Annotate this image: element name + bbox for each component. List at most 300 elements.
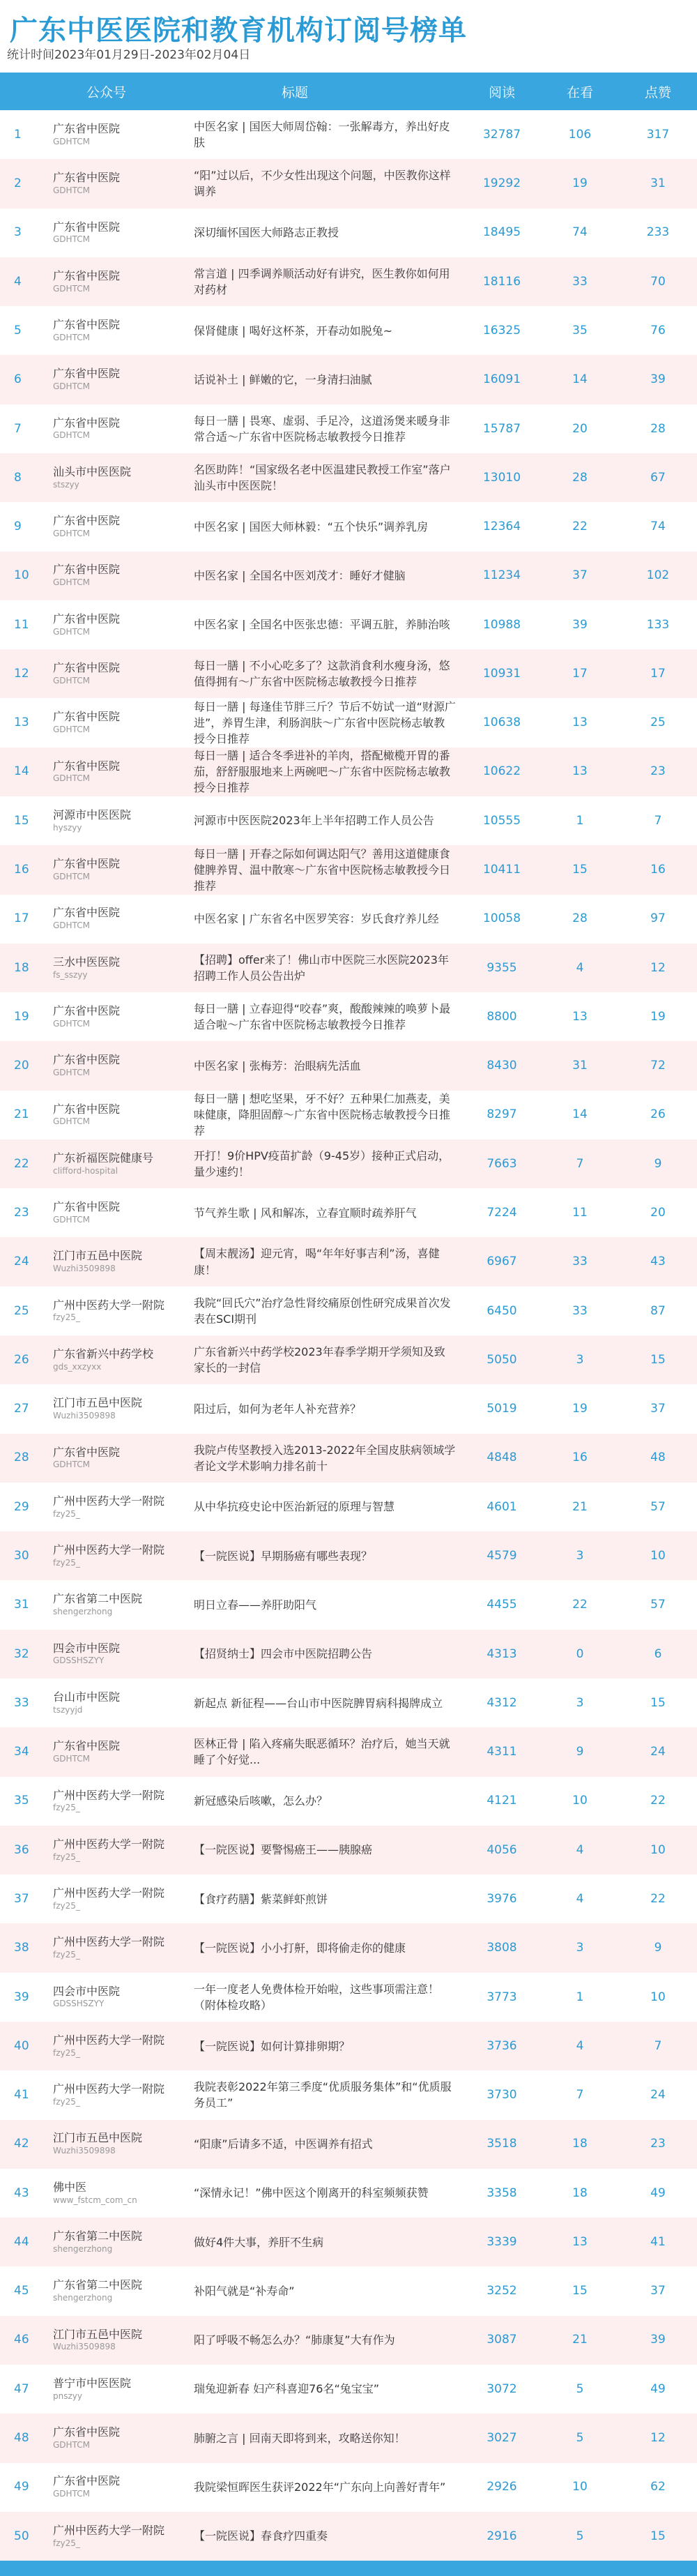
like-count: 97: [650, 911, 666, 926]
account-name: 广东省中医院: [53, 1445, 121, 1459]
article-title[interactable]: 每日一膳 | 想吃坚果，牙不好？五种果仁加燕麦，美味健康，降胆固醇～广东省中医院杨志敏教授今日推荐: [194, 1091, 451, 1138]
article-title[interactable]: 每日一膳 | 开春之际如何调达阳气？善用这道健康食健脾养胃、温中散寒～广东省中医院杨志敏教授今日推荐: [194, 847, 451, 893]
article-title[interactable]: 【周末靓汤】迎元宵，喝“年年好事吉利”汤，喜健康！: [194, 1247, 440, 1277]
table-row: [0, 649, 697, 698]
account-cell: [45, 1396, 191, 1421]
account-cell: [45, 955, 191, 980]
like-count: 57: [650, 1598, 666, 1612]
watch-count: 14: [572, 372, 588, 387]
watch-count: 3: [576, 1548, 584, 1563]
like-count: 72: [650, 1059, 666, 1073]
like-count: 22: [650, 1794, 666, 1808]
rank-number: 49: [14, 2480, 29, 2494]
read-count: 10058: [482, 911, 521, 926]
like-count: 10: [650, 1990, 666, 2004]
account-id: hyszyy: [53, 822, 82, 833]
article-title[interactable]: 常言道 | 四季调养顺活动好有讲究，医生教你如何用对药材: [194, 266, 450, 296]
rank-number: 14: [14, 764, 29, 779]
watch-count: 3: [576, 1352, 584, 1367]
table-row: [0, 2266, 697, 2315]
table-row: [0, 1531, 697, 1580]
article-title[interactable]: 肺腑之言 | 回南天即将到来，攻略送你知！: [194, 2431, 406, 2445]
account-name: 广东省中医院: [53, 2474, 121, 2488]
read-count: 4121: [487, 1794, 517, 1808]
article-title[interactable]: 中医名家 | 全国名中医张忠德：平调五脏，养肺治咳: [194, 618, 450, 632]
account-name: 普宁市中医医院: [53, 2376, 132, 2390]
account-name: 广东省中医院: [53, 710, 121, 724]
account-name: 广东省中医院: [53, 906, 121, 920]
account-name: 广东省中医院: [53, 1200, 121, 1214]
table-row: [0, 845, 697, 894]
rank-number: 15: [14, 813, 29, 828]
ranking-table: [0, 73, 697, 2561]
like-count: 12: [650, 2431, 666, 2446]
rank-number: 31: [14, 1598, 29, 1612]
article-title[interactable]: 广东省新兴中药学校2023年春季学期开学须知及致家长的一封信: [194, 1344, 445, 1375]
account-id: GDHTCM: [53, 577, 90, 588]
table-row: [0, 1041, 697, 1090]
read-count: 4311: [487, 1745, 517, 1759]
watch-count: 9: [576, 1745, 584, 1759]
rank-number: 18: [14, 960, 29, 975]
watch-count: 4: [576, 2038, 584, 2053]
watch-count: 10: [572, 2480, 588, 2494]
account-name: 广东省中医院: [53, 416, 121, 430]
account-id: GDHTCM: [53, 234, 90, 245]
account-cell: [45, 2181, 191, 2206]
account-name: 台山市中医院: [53, 1690, 121, 1704]
account-id: GDHTCM: [53, 773, 90, 784]
account-cell: [45, 2278, 191, 2303]
watch-count: 33: [572, 1303, 588, 1318]
like-count: 23: [650, 764, 666, 779]
like-count: 24: [650, 1745, 666, 1759]
watch-count: 13: [572, 2234, 588, 2249]
table-row: [0, 110, 697, 159]
account-cell: [45, 1838, 191, 1863]
read-count: 11234: [482, 568, 521, 583]
account-name: 广东省中医院: [53, 612, 121, 626]
like-count: 15: [650, 2529, 666, 2543]
read-count: 10622: [482, 764, 521, 779]
like-count: 12: [650, 960, 666, 975]
article-title[interactable]: 【招贤纳士】四会市中医院招聘公告: [194, 1647, 373, 1661]
account-name: 广东省中医院: [53, 661, 121, 675]
rank-number: 38: [14, 1941, 29, 1955]
rank-number: 29: [14, 1499, 29, 1514]
account-id: GDHTCM: [53, 675, 90, 685]
table-row: [0, 895, 697, 944]
watch-count: 19: [572, 176, 588, 191]
watch-count: 15: [572, 2284, 588, 2298]
read-count: 6967: [487, 1255, 517, 1269]
table-row: [0, 2022, 697, 2070]
read-count: 7224: [487, 1206, 517, 1220]
page-title: 广东中医医院和教育机构订阅号榜单: [10, 15, 467, 47]
rank-number: 24: [14, 1255, 29, 1269]
account-cell: [45, 857, 191, 882]
rank-number: 47: [14, 2381, 29, 2396]
watch-count: 5: [576, 2431, 584, 2446]
article-title[interactable]: 我院梁恒晖医生获评2022年“广东向上向善好青年”: [194, 2480, 446, 2494]
rank-number: 42: [14, 2137, 29, 2151]
rank-number: 50: [14, 2529, 29, 2543]
read-count: 3252: [487, 2284, 517, 2298]
watch-count: 20: [572, 421, 588, 436]
rank-number: 1: [14, 127, 22, 142]
account-id: fzy25_: [53, 2047, 80, 2058]
account-cell: [45, 2229, 191, 2255]
article-title[interactable]: 我院表彰2022年第三季度“优质服务集体”和“优质服务员工”: [194, 2080, 452, 2110]
article-title[interactable]: 【一院医说】要警惕癌王——胰腺癌: [194, 1843, 373, 1857]
account-name: 广东省中医院: [53, 1739, 121, 1753]
like-count: 15: [650, 1352, 666, 1367]
watch-count: 33: [572, 1255, 588, 1269]
account-id: GDHTCM: [53, 1068, 90, 1078]
account-cell: [45, 1347, 191, 1372]
rank-number: 27: [14, 1402, 29, 1416]
like-count: 25: [650, 715, 666, 730]
rank-number: 40: [14, 2038, 29, 2053]
account-cell: [45, 906, 191, 931]
article-title[interactable]: 话说补土 | 鲜嫩的它，一身清扫油腻: [194, 372, 372, 386]
account-cell: [45, 1249, 191, 1274]
watch-count: 1: [576, 813, 584, 828]
article-title[interactable]: 一年一度老人免费体检开始啦，这些事项需注意！（附体检攻略）: [194, 1982, 440, 2012]
article-title[interactable]: 中医名家 | 全国名中医刘茂才：睡好才健脑: [194, 569, 406, 583]
rank-number: 21: [14, 1107, 29, 1122]
account-id: GDHTCM: [53, 2489, 90, 2499]
article-title[interactable]: 每日一膳 | 不小心吃多了？这款消食利水瘦身汤，悠值得拥有～广东省中医院杨志敏教授今日推荐: [194, 659, 450, 689]
account-id: GDHTCM: [53, 1754, 90, 1764]
watch-count: 28: [572, 911, 588, 926]
header-watch: 在看: [566, 84, 593, 100]
watch-count: 4: [576, 1842, 584, 1857]
account-id: gds_xxzyxx: [53, 1361, 102, 1372]
like-count: 62: [650, 2480, 666, 2494]
table-row: [0, 1923, 697, 1972]
read-count: 15787: [482, 421, 521, 436]
account-name: 广东省中医院: [53, 171, 121, 185]
watch-count: 106: [568, 127, 592, 142]
header-title: 标题: [282, 84, 309, 100]
rank-number: 4: [14, 274, 22, 289]
article-title[interactable]: 医林正骨 | 陷入疼痛失眠恶循环？治疗后，她当天就睡了个好觉...: [194, 1737, 450, 1767]
read-count: 16325: [482, 323, 521, 338]
account-name: 广州中医药大学一附院: [53, 2082, 165, 2096]
article-title[interactable]: 【招聘】offer来了！佛山市中医院三水医院2023年招聘工作人员公告出炉: [194, 953, 449, 983]
account-id: fzy25_: [53, 2538, 80, 2548]
rank-number: 13: [14, 715, 29, 730]
account-id: GDHTCM: [53, 1018, 90, 1029]
account-name: 广东省中医院: [53, 514, 121, 528]
account-cell: [45, 1592, 191, 1617]
account-id: fzy25_: [53, 1312, 80, 1323]
article-title[interactable]: 瑞兔迎新春 妇产科喜迎76名“兔宝宝”: [194, 2382, 380, 2396]
rank-number: 44: [14, 2234, 29, 2249]
watch-count: 39: [572, 617, 588, 632]
watch-count: 13: [572, 1009, 588, 1024]
account-cell: [45, 1642, 191, 1667]
like-count: 10: [650, 1842, 666, 1857]
read-count: 18116: [482, 274, 521, 289]
account-name: 佛中医: [53, 2180, 87, 2194]
account-id: fzy25_: [53, 1950, 80, 1960]
like-count: 87: [650, 1303, 666, 1318]
table-row: [0, 796, 697, 845]
account-cell: [45, 759, 191, 785]
watch-count: 21: [572, 1499, 588, 1514]
account-name: 广东省中医院: [53, 121, 121, 135]
article-title[interactable]: 河源市中医医院2023年上半年招聘工作人员公告: [194, 814, 434, 828]
rank-number: 2: [14, 176, 22, 191]
article-title[interactable]: “阳”过以后，不少女性出现这个问题，中医教你这样调养: [194, 169, 451, 199]
table-row: [0, 2463, 697, 2512]
read-count: 19292: [482, 176, 521, 191]
account-name: 四会市中医院: [53, 1641, 121, 1655]
account-id: pnszyy: [53, 2391, 82, 2401]
read-count: 3976: [487, 1891, 517, 1906]
account-id: Wuzhi3509898: [53, 1411, 116, 1421]
watch-count: 74: [572, 225, 588, 240]
article-title[interactable]: “阳康”后请多不适，中医调养有招式: [194, 2137, 373, 2151]
article-title[interactable]: 中医名家 | 国医大师周岱翰：一张解毒方，养出好皮肤: [194, 119, 450, 150]
watch-count: 13: [572, 764, 588, 779]
account-name: 广东省中医院: [53, 268, 121, 282]
table-row: [0, 1580, 697, 1629]
article-title[interactable]: 【一院医说】小小打鼾，即将偷走你的健康: [194, 1941, 406, 1955]
watch-count: 15: [572, 863, 588, 877]
article-title[interactable]: 每日一膳 | 畏寒、虚弱、手足冷，这道汤煲来暖身非常合适～广东省中医院杨志敏教授今日推荐: [194, 414, 450, 444]
article-title[interactable]: 每日一膳 | 立春迎得“咬春”爽，酸酸辣辣的唤萝卜最适合啦～广东省中医院杨志敏教授今日推荐: [194, 1002, 451, 1032]
account-name: 江门市五邑中医院: [53, 1396, 143, 1410]
article-title[interactable]: 【一院医说】如何计算排卵期？: [194, 2039, 351, 2053]
article-title[interactable]: 中医名家 | 广东省名中医罗笑容：岁氏食疗养儿经: [194, 912, 439, 926]
article-title[interactable]: 中医名家 | 国医大师林毅：“五个快乐”调养乳房: [194, 520, 429, 533]
account-id: GDHTCM: [53, 136, 90, 146]
like-count: 39: [650, 372, 666, 387]
watch-count: 22: [572, 1598, 588, 1612]
article-title[interactable]: 新起点 新征程——台山市中医院脾胃病科揭牌成立: [194, 1696, 443, 1710]
like-count: 48: [650, 1450, 666, 1465]
table-row: [0, 1777, 697, 1826]
account-cell: [45, 1446, 191, 1471]
rank-number: 5: [14, 323, 22, 338]
like-count: 57: [650, 1499, 666, 1514]
read-count: 12364: [482, 520, 521, 534]
account-name: 广州中医药大学一附院: [53, 1788, 165, 1802]
table-row: [0, 2120, 697, 2169]
like-count: 37: [650, 1402, 666, 1416]
like-count: 317: [646, 127, 670, 142]
table-row: [0, 1973, 697, 2022]
account-id: GDHTCM: [53, 1214, 90, 1225]
article-title[interactable]: 我院“回氏穴”治疗急性肾绞痛原创性研究成果首次发表在SCI期刊: [194, 1296, 451, 1326]
account-cell: [45, 465, 191, 490]
rank-number: 35: [14, 1794, 29, 1808]
like-count: 16: [650, 863, 666, 877]
account-id: Wuzhi3509898: [53, 2146, 116, 2156]
like-count: 26: [650, 1107, 666, 1122]
article-title[interactable]: 明日立春——养肝助阳气: [194, 1598, 317, 1612]
account-cell: [45, 661, 191, 686]
article-title[interactable]: 补阳气就是“补寿命”: [194, 2284, 295, 2298]
account-name: 三水中医医院: [53, 955, 121, 969]
rank-number: 28: [14, 1450, 29, 1465]
watch-count: 7: [576, 2088, 584, 2103]
account-id: GDHTCM: [53, 1460, 90, 1470]
account-cell: [45, 2425, 191, 2450]
table-row: [0, 1287, 697, 1335]
rank-number: 17: [14, 911, 29, 926]
account-cell: [45, 1985, 191, 2010]
account-cell: [45, 2082, 191, 2107]
account-id: shengerzhong: [53, 2243, 113, 2254]
watch-count: 4: [576, 960, 584, 975]
read-count: 3736: [487, 2038, 517, 2053]
account-name: 广东省中医院: [53, 318, 121, 332]
watch-count: 7: [576, 1156, 584, 1171]
account-name: 广东省第二中医院: [53, 1592, 143, 1606]
article-title[interactable]: 开打！9价HPV疫苗扩龄（9-45岁）接种正式启动，量少速约！: [194, 1149, 450, 1179]
rank-number: 48: [14, 2431, 29, 2446]
rank-number: 43: [14, 2185, 29, 2200]
table-header: [0, 73, 697, 110]
read-count: 3072: [487, 2381, 517, 2396]
rank-number: 6: [14, 372, 22, 387]
read-count: 3730: [487, 2088, 517, 2103]
account-cell: [45, 1004, 191, 1029]
article-title[interactable]: 中医名家 | 张梅芳：治眼病先活血: [194, 1059, 361, 1073]
rank-number: 25: [14, 1303, 29, 1318]
article-title[interactable]: 每日一膳 | 每逢佳节胖三斤？节后不妨试一道“财源广进”，养胃生津，利肠润肤～广东省中医院杨志敏教授今日推荐: [194, 699, 456, 746]
account-name: 河源市中医医院: [53, 808, 132, 821]
account-id: fzy25_: [53, 1508, 80, 1519]
rank-number: 3: [14, 225, 22, 240]
like-count: 7: [654, 2038, 662, 2053]
table-row: [0, 159, 697, 208]
account-id: fs_sszyy: [53, 969, 88, 980]
watch-count: 35: [572, 323, 588, 338]
like-count: 49: [650, 2185, 666, 2200]
account-id: GDHTCM: [53, 920, 90, 931]
article-title[interactable]: 深切缅怀国医大师路志正教授: [194, 226, 339, 240]
rank-number: 32: [14, 1646, 29, 1661]
rank-number: 23: [14, 1206, 29, 1220]
read-count: 16091: [482, 372, 521, 387]
account-id: www_fstcm_com_cn: [53, 2195, 137, 2205]
account-name: 广州中医药大学一附院: [53, 1298, 165, 1312]
account-cell: [45, 2033, 191, 2059]
article-title[interactable]: 阳了呼吸不畅怎么办？“肺康复”大有作为: [194, 2333, 395, 2347]
table-row: [0, 552, 697, 600]
rank-number: 11: [14, 617, 29, 632]
article-title[interactable]: 节气养生歌 | 风和解冻，立春宜顺时疏养肝气: [194, 1206, 417, 1220]
article-title[interactable]: “深情永记！”佛中医这个刚离开的科室频频获赞: [194, 2186, 429, 2200]
like-count: 9: [654, 1156, 662, 1171]
article-title[interactable]: 从中华抗疫史论中医治新冠的原理与智慧: [194, 1500, 395, 1514]
account-id: GDHTCM: [53, 1116, 90, 1127]
account-id: GDSSHSZYY: [53, 1999, 105, 2009]
table-row: [0, 1237, 697, 1286]
article-title[interactable]: 【食疗药膳】紫菜鲜虾煎饼: [194, 1892, 328, 1906]
article-title[interactable]: 每日一膳 | 适合冬季进补的羊肉，搭配橄榄开胃的番茄，舒舒服服地来上两碗吧～广东省中医院杨志敏教授今日推荐: [194, 749, 451, 795]
account-id: shengerzhong: [53, 1607, 113, 1617]
account-name: 广东省第二中医院: [53, 2278, 143, 2292]
table-row: [0, 1483, 697, 1531]
table-row: [0, 2169, 697, 2218]
watch-count: 3: [576, 1941, 584, 1955]
table-row: [0, 257, 697, 306]
stat-period: 统计时间2023年01月29日-2023年02月04日: [7, 48, 251, 62]
watch-count: 37: [572, 568, 588, 583]
account-cell: [45, 416, 191, 441]
watch-count: 4: [576, 1891, 584, 1906]
read-count: 10411: [482, 863, 521, 877]
account-cell: [45, 1494, 191, 1520]
watch-count: 33: [572, 274, 588, 289]
watch-count: 1: [576, 1990, 584, 2004]
account-name: 广东省中医院: [53, 1004, 121, 1017]
like-count: 15: [650, 1695, 666, 1710]
read-count: 10555: [482, 813, 521, 828]
account-name: 江门市五邑中医院: [53, 1249, 143, 1263]
account-cell: [45, 612, 191, 637]
account-cell: [45, 367, 191, 392]
article-title[interactable]: 我院卢传坚教授入选2013-2022年全国皮肤病领域学者论文学术影响力排名前十: [194, 1443, 456, 1473]
table-row: [0, 2512, 697, 2561]
table-row: [0, 698, 697, 747]
read-count: 4601: [487, 1499, 517, 1514]
account-cell: [45, 1739, 191, 1764]
table-row: [0, 209, 697, 257]
read-count: 10931: [482, 666, 521, 681]
watch-count: 16: [572, 1450, 588, 1465]
account-cell: [45, 318, 191, 343]
read-count: 5050: [487, 1352, 517, 1367]
table-row: [0, 748, 697, 796]
article-title[interactable]: 【一院医说】春食疗四重奏: [194, 2529, 328, 2543]
account-cell: [45, 1200, 191, 1225]
account-cell: [45, 1053, 191, 1078]
account-name: 广州中医药大学一附院: [53, 1543, 165, 1557]
watch-count: 10: [572, 1794, 588, 1808]
watch-count: 31: [572, 1059, 588, 1073]
article-title[interactable]: 新冠感染后咳嗽，怎么办？: [194, 1794, 328, 1808]
article-title[interactable]: 保肾健康 | 喝好这杯茶，开春动如脱兔~: [194, 324, 392, 338]
read-count: 4312: [487, 1695, 517, 1710]
article-title[interactable]: 名医助阵！“国家级名老中医温建民教授工作室”落户汕头市中医医院！: [194, 462, 451, 493]
table-row: [0, 944, 697, 992]
article-title[interactable]: 阳过后，如何为老年人补充营养？: [194, 1402, 362, 1416]
account-id: shengerzhong: [53, 2293, 113, 2303]
table-row: [0, 453, 697, 502]
header-like: 点赞: [644, 84, 671, 100]
watch-count: 11: [572, 1206, 588, 1220]
account-cell: [45, 1935, 191, 1960]
rank-number: 22: [14, 1156, 29, 1171]
account-name: 广东省中医院: [53, 220, 121, 234]
table-row: [0, 1630, 697, 1679]
read-count: 2916: [487, 2529, 517, 2543]
read-count: 10988: [482, 617, 521, 632]
account-id: GDHTCM: [53, 381, 90, 392]
like-count: 31: [650, 176, 666, 191]
account-name: 广州中医药大学一附院: [53, 1837, 165, 1851]
article-title[interactable]: 做好4件大事，养肝不生病: [194, 2235, 324, 2249]
article-title[interactable]: 【一院医说】早期肠癌有哪些表现？: [194, 1549, 373, 1563]
read-count: 3518: [487, 2137, 517, 2151]
